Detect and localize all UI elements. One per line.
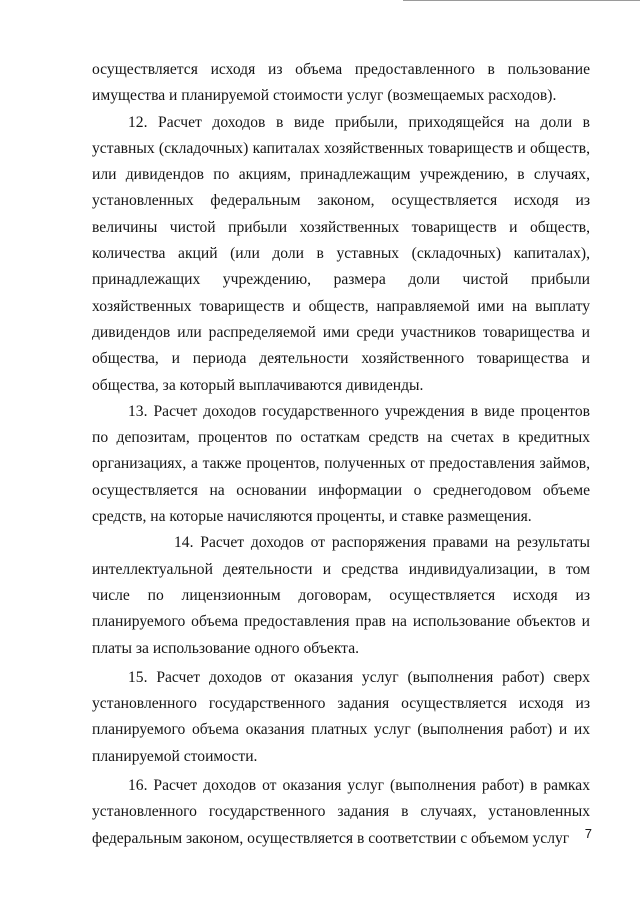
paragraph-continuation: осуществляется исходя из объема предоставленного в пользование имущества и планируемой стоимости услуг (возмещаемых расходов). bbox=[92, 61, 590, 105]
document-body bbox=[92, 57, 590, 852]
page-number: 7 bbox=[584, 826, 592, 841]
top-rule bbox=[403, 0, 640, 1]
paragraph-15: 15. Расчет доходов от оказания услуг (выполнения работ) сверх установленного государственного задания осуществляется исходя из планируемого объема оказания платных услуг (выполнения работ) и их планируемой стоимости. bbox=[92, 668, 590, 765]
paragraph-14: 14. Расчет доходов от распоряжения правами на результаты интеллектуальной деятельности и средства индивидуализации, в том числе по лицензионным договорам, осуществляется исходя из планируемого объема предоставления прав на использование объектов и платы за использование одного объекта. bbox=[92, 534, 590, 657]
paragraph-12: 12. Расчет доходов в виде прибыли, приходящейся на доли в уставных (складочных) капиталах хозяйственных товариществ и обществ, или дивидендов по акциям, принадлежащим учреждению, в случаях, установленных федеральным законом, осуществляется исходя из величины чистой прибыли хозяйственных товариществ и обществ, количества акций (или доли в уставных (складочных) капиталах), принадлежащих учреждению, размера доли чистой прибыли хозяйственных товариществ и обществ, направляемой ими на выплату дивидендов или распределяемой ими среди участников товарищества и общества, и периода деятельности хозяйственного товарищества и общества, за который выплачиваются дивиденды. bbox=[92, 113, 590, 394]
paragraph-16: 16. Расчет доходов от оказания услуг (выполнения работ) в рамках установленного государственного задания в случаях, установленных федеральным законом, осуществляется в соответствии с объемом услуг bbox=[92, 777, 590, 847]
paragraph-13: 13. Расчет доходов государственного учреждения в виде процентов по депозитам, процентов по остаткам средств на счетах в кредитных организациях, а также процентов, полученных от предоставления займов, осуществляется на основании информации о среднегодовом объеме средств, на которые начисляются проценты, и ставке размещения. bbox=[92, 402, 590, 526]
